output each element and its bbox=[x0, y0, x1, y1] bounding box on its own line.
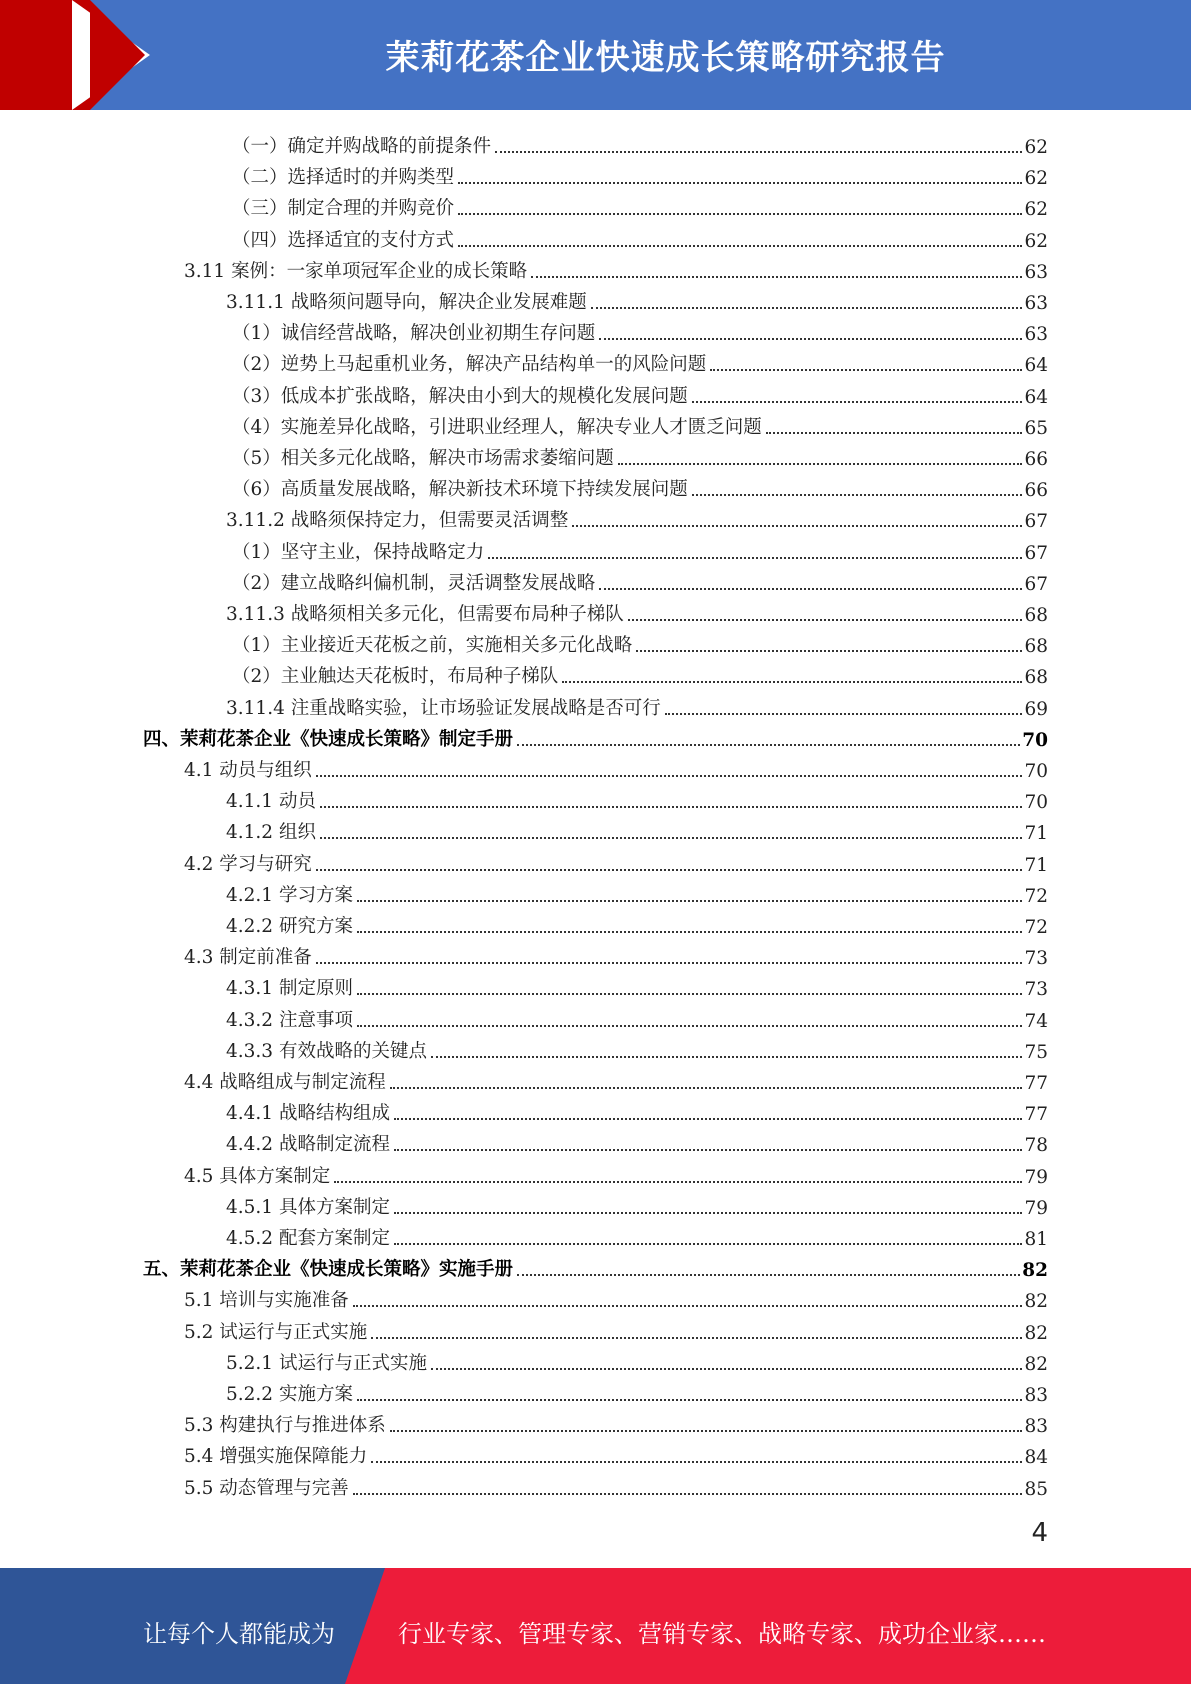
toc-entry-title: 4.5.2 配套方案制定 bbox=[226, 1228, 390, 1249]
toc-entry[interactable] bbox=[184, 752, 1048, 782]
toc-entry-title: 5.5 动态管理与完善 bbox=[184, 1477, 349, 1499]
toc-entry-page: 62 bbox=[1024, 199, 1048, 221]
toc-entry-title: （5）相关多元化战略，解决市场需求萎缩问题 bbox=[232, 448, 614, 469]
toc-entry-page: 81 bbox=[1024, 1229, 1048, 1250]
toc-entry-page: 72 bbox=[1024, 885, 1048, 907]
toc-entry[interactable] bbox=[226, 970, 1048, 1000]
toc-dot-leader bbox=[357, 993, 1023, 995]
toc-entry-page: 82 bbox=[1024, 1322, 1048, 1344]
toc-dot-leader bbox=[458, 213, 1022, 215]
toc-entry[interactable] bbox=[184, 1470, 1048, 1500]
toc-dot-leader bbox=[357, 1025, 1023, 1027]
toc-entry-title: 4.4.1 战略结构组成 bbox=[226, 1103, 390, 1125]
toc-entry-page: 68 bbox=[1024, 667, 1048, 689]
toc-dot-leader bbox=[572, 525, 1022, 527]
toc-entry-title: 3.11.4 注重战略实验，让市场验证发展战略是否可行 bbox=[226, 697, 661, 719]
toc-entry-page: 66 bbox=[1024, 480, 1048, 502]
toc-entry-title: 4.3.3 有效战略的关键点 bbox=[226, 1040, 427, 1062]
toc-entry-title: 5.2.1 试运行与正式实施 bbox=[226, 1352, 427, 1374]
toc-dot-leader bbox=[531, 276, 1022, 278]
toc-entry-title: 4.3.2 注意事项 bbox=[226, 1009, 353, 1031]
toc-entry-page: 83 bbox=[1024, 1416, 1048, 1438]
toc-entry-page: 68 bbox=[1024, 636, 1048, 658]
footer-slogan-left: 让每个人都能成为 bbox=[143, 1620, 335, 1648]
toc-entry[interactable] bbox=[184, 939, 1048, 969]
toc-entry[interactable] bbox=[232, 378, 1048, 408]
toc-dot-leader bbox=[390, 1087, 1023, 1089]
toc-entry[interactable] bbox=[232, 409, 1048, 439]
toc-entry-page: 67 bbox=[1024, 573, 1048, 595]
toc-entry[interactable] bbox=[226, 502, 1048, 532]
toc-entry-page: 63 bbox=[1024, 324, 1048, 346]
toc-dot-leader bbox=[371, 1461, 1022, 1463]
toc-entry-page: 82 bbox=[1024, 1353, 1048, 1375]
toc-dot-leader bbox=[562, 681, 1022, 683]
toc-dot-leader bbox=[394, 1212, 1022, 1214]
toc-entry[interactable] bbox=[226, 1189, 1048, 1219]
toc-entry-page: 67 bbox=[1024, 542, 1048, 564]
toc-dot-leader bbox=[458, 182, 1022, 184]
toc-dot-leader bbox=[636, 650, 1022, 652]
toc-dot-leader bbox=[316, 775, 1023, 777]
toc-entry-page: 64 bbox=[1024, 355, 1048, 377]
toc-entry-title: 4.3 制定前准备 bbox=[184, 947, 312, 969]
toc-dot-leader bbox=[628, 619, 1023, 621]
toc-entry-title: （3）低成本扩张战略，解决由小到大的规模化发展问题 bbox=[232, 385, 688, 407]
toc-dot-leader bbox=[320, 837, 1023, 839]
toc-entry-page: 64 bbox=[1024, 386, 1048, 408]
toc-dot-leader bbox=[371, 1337, 1022, 1339]
toc-entry-page: 71 bbox=[1024, 854, 1048, 876]
toc-entry-page: 70 bbox=[1022, 729, 1048, 751]
toc-entry-page: 72 bbox=[1024, 917, 1048, 938]
toc-entry-title: （四）选择适宜的支付方式 bbox=[232, 229, 455, 251]
toc-entry-page: 71 bbox=[1024, 823, 1048, 845]
toc-entry[interactable] bbox=[226, 284, 1048, 314]
toc-entry-page: 73 bbox=[1024, 948, 1048, 970]
toc-entry-page: 70 bbox=[1024, 761, 1048, 782]
toc-entry[interactable] bbox=[226, 1002, 1048, 1032]
toc-dot-leader bbox=[618, 463, 1023, 465]
toc-entry[interactable] bbox=[226, 1126, 1048, 1156]
toc-entry[interactable] bbox=[226, 596, 1048, 626]
toc-entry[interactable] bbox=[143, 1251, 1048, 1281]
toc-entry-title: （6）高质量发展战略，解决新技术环境下持续发展问题 bbox=[232, 479, 688, 501]
toc-entry-page: 63 bbox=[1024, 261, 1048, 283]
toc-entry-title: （2）主业触达天花板时，布局种子梯队 bbox=[232, 666, 559, 688]
toc-entry-title: 5.3 构建执行与推进体系 bbox=[184, 1415, 386, 1437]
toc-entry[interactable] bbox=[232, 658, 1048, 688]
toc-entry-title: （1）坚守主业，保持战略定力 bbox=[232, 541, 485, 563]
toc-entry-page: 62 bbox=[1024, 168, 1048, 190]
toc-entry-title: 四、茉莉花茶企业《快速成长策略》制定手册 bbox=[143, 728, 514, 750]
header-red-arrow bbox=[90, 0, 145, 110]
toc-entry-title: 4.2 学习与研究 bbox=[184, 853, 312, 875]
toc-entry[interactable] bbox=[226, 1095, 1048, 1125]
toc-dot-leader bbox=[692, 401, 1023, 403]
toc-dot-leader bbox=[334, 1181, 1022, 1183]
toc-entry-page: 83 bbox=[1024, 1385, 1048, 1406]
toc-dot-leader bbox=[431, 1056, 1022, 1058]
toc-dot-leader bbox=[591, 307, 1023, 309]
toc-entry-page: 73 bbox=[1024, 979, 1048, 1001]
toc-entry-page: 68 bbox=[1024, 605, 1048, 626]
toc-entry-page: 79 bbox=[1024, 1197, 1048, 1219]
page-footer bbox=[0, 1568, 1191, 1684]
toc-entry[interactable] bbox=[226, 1220, 1048, 1250]
toc-entry-page: 78 bbox=[1024, 1135, 1048, 1157]
toc-entry[interactable] bbox=[226, 877, 1048, 907]
toc-dot-leader bbox=[390, 1430, 1023, 1432]
footer-blue-slant bbox=[345, 1568, 385, 1684]
toc-entry-title: 4.1.2 组织 bbox=[226, 822, 316, 844]
toc-dot-leader bbox=[692, 494, 1023, 496]
toc-dot-leader bbox=[495, 151, 1022, 153]
page-number: 4 bbox=[1031, 1518, 1048, 1548]
toc-entry[interactable] bbox=[232, 346, 1048, 376]
toc-entry-page: 69 bbox=[1024, 698, 1048, 720]
toc-entry[interactable] bbox=[232, 159, 1048, 189]
toc-entry[interactable] bbox=[226, 1033, 1048, 1063]
toc-entry-page: 74 bbox=[1024, 1010, 1048, 1032]
toc-entry-title: 3.11.1 战略须问题导向，解决企业发展难题 bbox=[226, 292, 587, 313]
toc-dot-leader bbox=[458, 245, 1022, 247]
toc-dot-leader bbox=[517, 744, 1020, 746]
toc-entry[interactable] bbox=[184, 1407, 1048, 1437]
toc-entry-page: 85 bbox=[1024, 1478, 1048, 1500]
toc-entry[interactable] bbox=[232, 627, 1048, 657]
toc-entry[interactable] bbox=[184, 1314, 1048, 1344]
toc-entry-title: 4.5.1 具体方案制定 bbox=[226, 1196, 390, 1218]
toc-entry[interactable] bbox=[232, 471, 1048, 501]
toc-dot-leader bbox=[517, 1274, 1020, 1276]
toc-entry-page: 79 bbox=[1024, 1166, 1048, 1188]
toc-entry-title: 5.1 培训与实施准备 bbox=[184, 1290, 349, 1312]
toc-dot-leader bbox=[357, 1399, 1023, 1401]
toc-entry-page: 84 bbox=[1024, 1447, 1048, 1469]
toc-entry[interactable] bbox=[184, 846, 1048, 876]
toc-entry-page: 77 bbox=[1024, 1104, 1048, 1126]
toc-entry[interactable] bbox=[184, 1064, 1048, 1094]
toc-entry-title: 5.2.2 实施方案 bbox=[226, 1384, 353, 1405]
toc-entry[interactable] bbox=[143, 721, 1048, 751]
toc-entry-title: （4）实施差异化战略，引进职业经理人，解决专业人才匮乏问题 bbox=[232, 416, 762, 438]
toc-entry-page: 82 bbox=[1024, 1291, 1048, 1313]
toc-entry[interactable] bbox=[232, 190, 1048, 220]
toc-entry[interactable] bbox=[232, 128, 1048, 158]
toc-dot-leader bbox=[320, 806, 1023, 808]
toc-dot-leader bbox=[431, 1368, 1022, 1370]
toc-entry-title: 4.4 战略组成与制定流程 bbox=[184, 1072, 386, 1093]
toc-entry-title: 4.5 具体方案制定 bbox=[184, 1165, 331, 1187]
toc-dot-leader bbox=[766, 432, 1023, 434]
toc-dot-leader bbox=[599, 588, 1022, 590]
toc-entry[interactable] bbox=[226, 783, 1048, 813]
toc-entry-title: 3.11.3 战略须相关多元化，但需要布局种子梯队 bbox=[226, 604, 624, 625]
toc-entry-title: 5.2 试运行与正式实施 bbox=[184, 1321, 368, 1343]
toc-dot-leader bbox=[316, 962, 1023, 964]
toc-entry-title: 4.1 动员与组织 bbox=[184, 760, 312, 781]
toc-entry[interactable] bbox=[232, 534, 1048, 564]
toc-entry-page: 65 bbox=[1024, 417, 1048, 439]
toc-dot-leader bbox=[488, 557, 1022, 559]
toc-entry-title: （一）确定并购战略的前提条件 bbox=[232, 136, 492, 157]
toc-dot-leader bbox=[394, 1149, 1022, 1151]
toc-entry[interactable] bbox=[226, 1376, 1048, 1406]
toc-entry-title: （1）诚信经营战略，解决创业初期生存问题 bbox=[232, 323, 596, 345]
toc-entry[interactable] bbox=[226, 690, 1048, 720]
toc-entry-title: 3.11.2 战略须保持定力，但需要灵活调整 bbox=[226, 510, 569, 532]
page-header bbox=[0, 0, 1191, 110]
toc-entry-page: 70 bbox=[1024, 792, 1048, 814]
toc-entry-title: （1）主业接近天花板之前，实施相关多元化战略 bbox=[232, 635, 633, 657]
toc-entry-page: 67 bbox=[1024, 511, 1048, 533]
toc-entry[interactable] bbox=[226, 1345, 1048, 1375]
toc-entry-title: 4.2.1 学习方案 bbox=[226, 884, 353, 906]
toc-dot-leader bbox=[353, 1493, 1023, 1495]
toc-entry-page: 82 bbox=[1022, 1260, 1048, 1282]
toc-entry[interactable] bbox=[184, 1158, 1048, 1188]
toc-dot-leader bbox=[710, 369, 1022, 371]
toc-entry-title: 4.2.2 研究方案 bbox=[226, 916, 353, 937]
toc-entry-title: 4.1.1 动员 bbox=[226, 791, 316, 813]
toc-dot-leader bbox=[394, 1118, 1022, 1120]
toc-entry[interactable] bbox=[184, 1438, 1048, 1468]
toc-dot-leader bbox=[665, 713, 1023, 715]
toc-dot-leader bbox=[357, 900, 1023, 902]
toc-entry-title: 五、茉莉花茶企业《快速成长策略》实施手册 bbox=[143, 1259, 514, 1281]
toc-entry-page: 75 bbox=[1024, 1041, 1048, 1063]
toc-entry-title: 3.11 案例：一家单项冠军企业的成长策略 bbox=[184, 260, 528, 282]
toc-entry[interactable] bbox=[184, 253, 1048, 283]
toc-entry-page: 62 bbox=[1024, 230, 1048, 252]
toc-entry-title: 4.4.2 战略制定流程 bbox=[226, 1134, 390, 1156]
toc-dot-leader bbox=[394, 1243, 1022, 1245]
toc-entry[interactable] bbox=[232, 440, 1048, 470]
toc-entry-title: （2）逆势上马起重机业务，解决产品结构单一的风险问题 bbox=[232, 354, 707, 376]
toc-entry[interactable] bbox=[232, 315, 1048, 345]
toc-entry-page: 62 bbox=[1024, 137, 1048, 158]
toc-entry[interactable] bbox=[232, 565, 1048, 595]
toc-entry-title: （二）选择适时的并购类型 bbox=[232, 167, 455, 189]
footer-slogan-right: 行业专家、管理专家、营销专家、战略专家、成功企业家…… bbox=[398, 1620, 1046, 1648]
toc-entry-title: （三）制定合理的并购竞价 bbox=[232, 198, 455, 220]
toc-entry[interactable] bbox=[184, 1282, 1048, 1312]
toc-dot-leader bbox=[357, 931, 1023, 933]
toc-entry-title: 5.4 增强实施保障能力 bbox=[184, 1446, 368, 1468]
toc-entry-title: （2）建立战略纠偏机制，灵活调整发展战略 bbox=[232, 572, 596, 594]
toc-dot-leader bbox=[316, 869, 1023, 871]
toc-entry-title: 4.3.1 制定原则 bbox=[226, 978, 353, 1000]
report-title: 茉莉花茶企业快速成长策略研究报告 bbox=[385, 38, 946, 78]
toc-entry-page: 77 bbox=[1024, 1073, 1048, 1094]
toc-entry[interactable] bbox=[226, 814, 1048, 844]
toc-entry-page: 63 bbox=[1024, 293, 1048, 314]
toc-dot-leader bbox=[353, 1305, 1023, 1307]
toc-entry[interactable] bbox=[232, 222, 1048, 252]
toc-entry-page: 66 bbox=[1024, 449, 1048, 470]
toc-entry[interactable] bbox=[226, 908, 1048, 938]
toc-dot-leader bbox=[599, 338, 1022, 340]
